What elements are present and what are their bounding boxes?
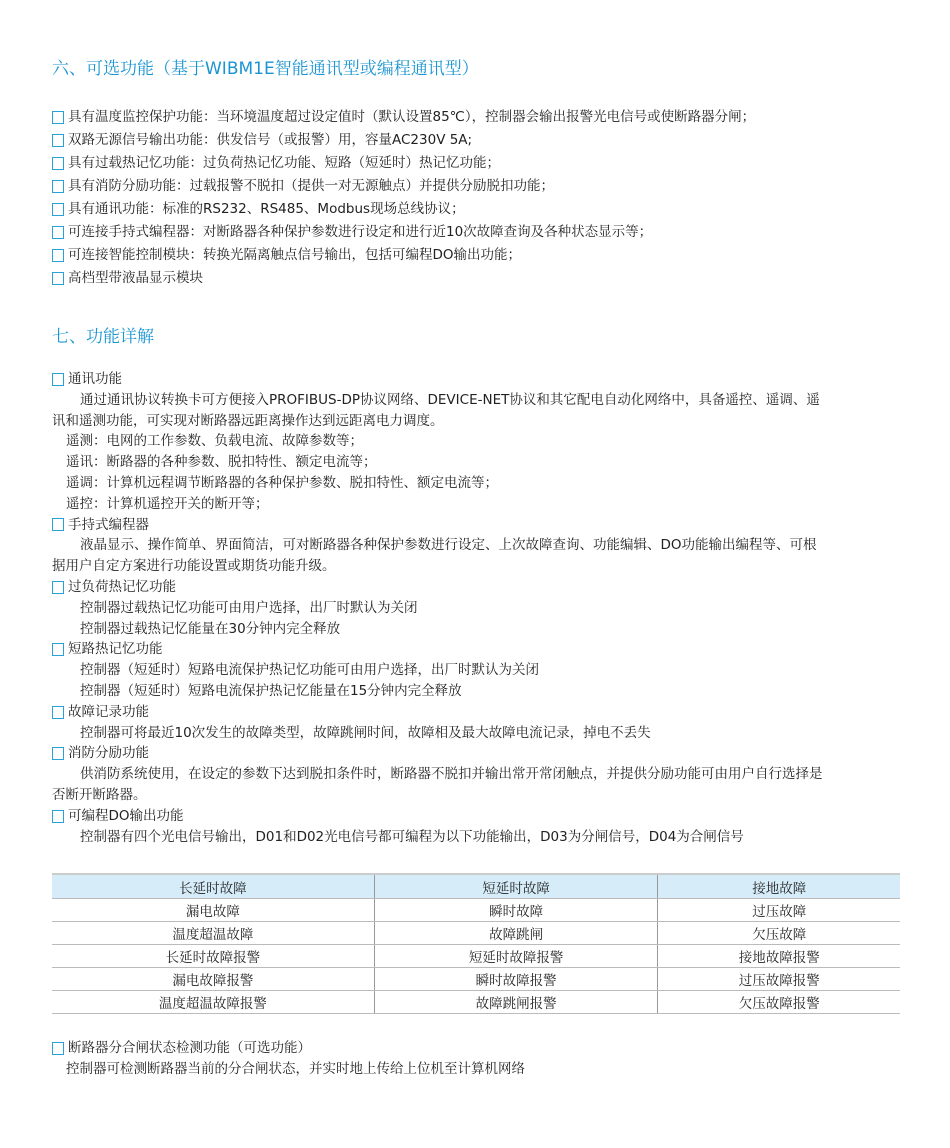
- table-row: [52, 991, 900, 1014]
- checkbox-square-icon: [52, 643, 64, 656]
- detail-line: 供消防系统使用，在设定的参数下达到脱扣条件时，断路器不脱扣并输出常开常闭触点，并提供分励功能可由用户自行选择是: [80, 766, 823, 783]
- detail-line: 遥控：计算机遥控开关的断开等；: [66, 495, 269, 512]
- table-cell: 故障跳闸: [374, 922, 658, 945]
- item-text: 可连接智能控制模块：转换光隔离触点信号输出，包括可编程DO输出功能；: [68, 247, 522, 263]
- detail-line: 遥测：电网的工作参数、负载电流、故障参数等；: [66, 433, 363, 450]
- item-text: 短路热记忆功能: [68, 641, 163, 658]
- detail-line: 控制器有四个光电信号输出，D01和D02光电信号都可编程为以下功能输出，D03为分闸信号，D04为合闸信号: [80, 828, 744, 845]
- detail-line: 遥讯：断路器的各种参数、脱扣特性、额定电流等；: [66, 454, 377, 471]
- checkbox-square-icon: [52, 1042, 64, 1055]
- bullet-item: [52, 198, 755, 221]
- detail-line: 控制器（短延时）短路电流保护热记忆功能可由用户选择，出厂时默认为关闭: [80, 662, 539, 679]
- table-row: [52, 899, 900, 922]
- table-cell: 瞬时故障: [374, 899, 658, 922]
- detail-line: 控制器（短延时）短路电流保护热记忆能量在15分钟内完全释放: [80, 682, 462, 699]
- table-cell: 温度超温故障报警: [52, 991, 374, 1014]
- bullet-item: [52, 244, 755, 267]
- item-text: 具有温度监控保护功能：当环境温度超过设定值时（默认设置85℃），控制器会输出报警光电信号或使断路器分闸；: [68, 109, 756, 125]
- bullet-item: [52, 175, 755, 198]
- item-text: 故障记录功能: [68, 703, 149, 720]
- bullet-item: [52, 577, 912, 598]
- checkbox-square-icon: [52, 226, 64, 239]
- table-cell: 欠压故障: [658, 922, 900, 945]
- item-text: 控制器可检测断路器当前的分合闸状态，并实时地上传给上位机至计算机网络: [66, 1061, 525, 1077]
- table-cell: 瞬时故障报警: [374, 968, 658, 991]
- column-header: 短延时故障: [374, 874, 658, 899]
- detail-line: 遥调：计算机远程调节断路器的各种保护参数、脱扣特性、额定电流等；: [66, 474, 498, 491]
- checkbox-square-icon: [52, 203, 64, 216]
- checkbox-square-icon: [52, 272, 64, 285]
- table-cell: 漏电故障报警: [52, 968, 374, 991]
- item-text: 具有过载热记忆功能：过负荷热记忆功能、短路（短延时）热记忆功能；: [68, 155, 500, 171]
- table-cell: 欠压故障报警: [658, 991, 900, 1014]
- bullet-item: [52, 515, 912, 536]
- table-cell: 短延时故障报警: [374, 945, 658, 968]
- feature-details: [52, 369, 912, 847]
- checkbox-square-icon: [52, 581, 64, 594]
- table-row: [52, 922, 900, 945]
- item-text: 手持式编程器: [68, 516, 149, 533]
- column-header: 接地故障: [658, 874, 900, 899]
- bullet-item: [52, 1038, 525, 1059]
- bullet-item: [52, 743, 912, 764]
- bullet-item: [52, 806, 912, 827]
- detail-line: 液晶显示、操作简单、界面简洁，可对断路器各种保护参数进行设定、上次故障查询、功能编辑、DO功能输出编程等、可根: [80, 537, 817, 554]
- table-cell: 长延时故障报警: [52, 945, 374, 968]
- bullet-item: [52, 369, 912, 390]
- table-header-row: [52, 874, 900, 899]
- checkbox-square-icon: [52, 747, 64, 760]
- detail-line: 控制器过载热记忆能量在30分钟内完全释放: [80, 620, 341, 637]
- switch-status-detection: [52, 1038, 525, 1080]
- item-text: 消防分励功能: [68, 745, 149, 762]
- bullet-item: [52, 129, 755, 152]
- optional-features-list: [52, 106, 755, 290]
- bullet-item: [52, 221, 755, 244]
- bullet-item: [52, 152, 755, 175]
- section-6-title: 六、可选功能（基于WIBM1E智能通讯型或编程通讯型）: [52, 59, 479, 79]
- checkbox-square-icon: [52, 111, 64, 124]
- detail-line: 通过通讯协议转换卡可方便接入PROFIBUS-DP协议网络、DEVICE-NET协议和其它配电自动化网络中，具备遥控、遥调、遥: [80, 391, 820, 408]
- table-cell: 过压故障报警: [658, 968, 900, 991]
- checkbox-square-icon: [52, 157, 64, 170]
- bullet-item: [52, 702, 912, 723]
- table-row: [52, 945, 900, 968]
- column-header: 长延时故障: [52, 874, 374, 899]
- section-7-title: 七、功能详解: [52, 327, 154, 347]
- item-text: 高档型带液晶显示模块: [68, 270, 203, 286]
- checkbox-square-icon: [52, 249, 64, 262]
- table-cell: 故障跳闸报警: [374, 991, 658, 1014]
- checkbox-square-icon: [52, 706, 64, 719]
- detail-line: 否断开断路器。: [52, 786, 147, 803]
- checkbox-square-icon: [52, 180, 64, 193]
- item-text: 过负荷热记忆功能: [68, 578, 176, 595]
- item-text: 通讯功能: [68, 371, 122, 387]
- bullet-item: [52, 106, 755, 129]
- checkbox-square-icon: [52, 518, 64, 531]
- table-row: [52, 968, 900, 991]
- checkbox-square-icon: [52, 373, 64, 386]
- detail-line: 控制器过载热记忆功能可由用户选择，出厂时默认为关闭: [80, 599, 418, 616]
- item-text: 具有通讯功能：标准的RS232、RS485、Modbus现场总线协议；: [68, 201, 465, 217]
- item-text: 可编程DO输出功能: [68, 807, 184, 824]
- table-cell: 漏电故障: [52, 899, 374, 922]
- bullet-item: [52, 267, 755, 290]
- item-text: 双路无源信号输出功能：供发信号（或报警）用，容量AC230V 5A;: [68, 132, 473, 148]
- table-cell: 过压故障: [658, 899, 900, 922]
- table-cell: 温度超温故障: [52, 922, 374, 945]
- checkbox-square-icon: [52, 134, 64, 147]
- item-text: 具有消防分励功能：过载报警不脱扣（提供一对无源触点）并提供分励脱扣功能；: [68, 178, 554, 194]
- detail-line: 据用户自定方案进行功能设置或期货功能升级。: [52, 558, 336, 575]
- detail-line: 控制器可将最近10次发生的故障类型，故障跳闸时间，故障相及最大故障电流记录，掉电不丢失: [80, 724, 651, 741]
- table-cell: 接地故障报警: [658, 945, 900, 968]
- do-output-table: [52, 873, 900, 1014]
- item-text: 可连接手持式编程器：对断路器各种保护参数进行设定和进行近10次故障查询及各种状态显示等；: [68, 224, 653, 240]
- bullet-item: [52, 639, 912, 660]
- checkbox-square-icon: [52, 810, 64, 823]
- detail-line: 讯和遥测功能，可实现对断路器远距离操作达到远距离电力调度。: [52, 412, 444, 429]
- item-heading: 断路器分合闸状态检测功能（可选功能）: [68, 1040, 311, 1056]
